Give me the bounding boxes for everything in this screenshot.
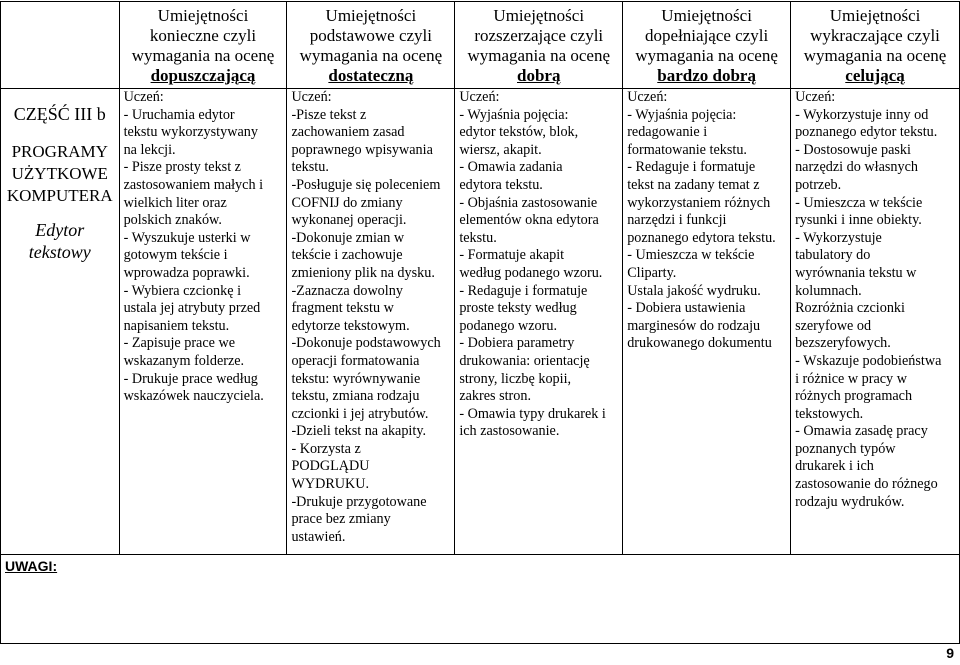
notes-row	[1, 555, 960, 644]
requirement-line: tekstu wykorzystywany	[123, 124, 258, 141]
requirement-line: - Zapisuje prace we	[123, 335, 236, 352]
requirement-line: tekstu: wyrównywanie	[291, 370, 421, 387]
header-cell	[119, 2, 287, 89]
requirement-line: - Pisze prosty tekst z	[123, 159, 241, 176]
notes-cell	[1, 555, 960, 644]
programs-line: UŻYTKOWE	[11, 164, 108, 183]
requirement-line: ustawień.	[291, 528, 346, 545]
header-line: rozszerzające czyli	[474, 26, 604, 45]
page-number: 9	[946, 645, 954, 661]
requirement-line: - Korzysta z	[291, 440, 361, 457]
requirement-line: na lekcji.	[123, 141, 176, 158]
requirement-line: poznanego edytor tekstu.	[795, 124, 938, 141]
header-cell	[791, 2, 960, 89]
requirement-line: wskazanym folderze.	[123, 352, 245, 369]
requirement-line: operacji formatowania	[291, 352, 420, 369]
requirement-line: narzędzi do własnych	[795, 159, 918, 176]
requirement-line: poznanego edytora tekstu.	[627, 229, 776, 246]
section-cell	[1, 89, 120, 555]
requirement-line: wykonanej operacji.	[291, 212, 407, 229]
requirement-line: Cliparty.	[627, 264, 677, 281]
requirement-line: wiersz, akapit.	[459, 141, 542, 158]
requirement-line: zachowaniem zasad	[291, 124, 405, 141]
requirement-line: -Dokonuje podstawowych	[291, 335, 441, 352]
requirement-line: Ustala jakość wydruku.	[627, 282, 761, 299]
requirement-line: - Wyjaśnia pojęcia:	[459, 106, 569, 123]
header-line: Umiejętności	[493, 6, 585, 25]
requirement-line: polskich znaków.	[123, 212, 222, 229]
requirement-line: elementów okna edytora	[459, 212, 599, 229]
header-line: wymagania na ocenę	[467, 46, 611, 65]
requirements-table	[0, 1, 960, 644]
requirement-line: gotowym tekście i	[123, 247, 228, 264]
header-cell	[455, 2, 623, 89]
requirement-line: różnych programach	[795, 388, 913, 405]
header-line: podstawowe czyli	[309, 26, 433, 45]
requirement-line: poznanych typów	[795, 440, 896, 457]
requirement-line: -Pisze tekst z	[291, 106, 367, 123]
header-line: Umiejętności	[661, 6, 752, 25]
requirement-line: zakres stron.	[459, 388, 532, 405]
requirement-line: - Dostosowuje paski	[795, 141, 911, 158]
requirement-line: Rozróżnia czcionki	[795, 300, 905, 317]
requirement-line: wprowadza poprawki.	[123, 264, 250, 281]
topic-line: tekstowy	[28, 242, 91, 262]
student-label: Uczeń:	[627, 89, 668, 105]
requirement-line: - Drukuje prace według	[123, 370, 258, 387]
header-line: dopełniające czyli	[645, 26, 769, 45]
student-label: Uczeń:	[795, 89, 836, 105]
requirement-line: - Omawia zasadę pracy	[795, 423, 928, 440]
student-label: Uczeń:	[123, 89, 164, 105]
requirement-line: i różnice w pracy w	[795, 370, 907, 387]
requirement-line: formatowanie tekstu.	[627, 141, 747, 158]
requirement-line: - Dobiera parametry	[459, 335, 575, 352]
requirement-line: - Wyszukuje usterki w	[123, 229, 251, 246]
content-row	[1, 89, 960, 555]
requirement-line: -Dzieli tekst na akapity.	[291, 423, 427, 440]
requirements-cell	[623, 89, 791, 555]
requirement-line: - Dobiera ustawienia	[627, 300, 746, 317]
requirement-line: - Wykorzystuje inny od	[795, 106, 929, 123]
requirement-line: zastosowaniem małych i	[123, 176, 264, 193]
requirement-line: zastosowanie do różnego	[795, 476, 938, 493]
requirement-line: -Posługuje się poleceniem	[291, 176, 441, 193]
requirement-line: ustala jej atrybuty przed	[123, 300, 261, 317]
header-line: Umiejętności	[157, 6, 249, 25]
requirement-line: drukowania: orientację	[459, 352, 590, 369]
corner-cell	[1, 2, 120, 89]
header-line: konieczne czyli	[149, 26, 257, 45]
requirement-line: tekście i zachowuje	[291, 247, 403, 264]
header-cell	[287, 2, 455, 89]
header-line: Umiejętności	[325, 6, 417, 25]
header-line: Umiejętności	[829, 6, 921, 25]
requirement-line: - Omawia typy drukarek i	[459, 405, 606, 422]
header-line: wymagania na ocenę	[131, 46, 275, 65]
header-line: wymagania na ocenę	[803, 46, 947, 65]
requirement-line: - Umieszcza w tekście	[627, 247, 755, 264]
requirement-line: tekstu.	[291, 159, 329, 176]
requirement-line: wyrównania tekstu w	[795, 264, 917, 281]
requirement-line: ich zastosowanie.	[459, 423, 560, 440]
requirement-line: wskazówek nauczyciela.	[123, 388, 264, 405]
programs-line: PROGRAMY	[11, 142, 108, 161]
requirements-cell	[455, 89, 623, 555]
requirement-line: edytora tekstu.	[459, 176, 543, 193]
header-grade: dobrą	[517, 66, 561, 85]
requirement-line: rodzaju wydruków.	[795, 493, 905, 510]
header-grade: bardzo dobrą	[657, 66, 756, 85]
requirement-line: - Formatuje akapit	[459, 247, 565, 264]
requirement-line: - Uruchamia edytor	[123, 106, 235, 123]
header-line: wykraczające czyli	[810, 26, 940, 45]
requirement-line: fragment tekstu w	[291, 300, 394, 317]
requirement-line: wielkich liter oraz	[123, 194, 227, 211]
requirement-line: COFNIJ do zmiany	[291, 194, 403, 211]
requirement-line: tekstu, zmiana rodzaju	[291, 388, 420, 405]
requirement-line: strony, liczbę kopii,	[459, 370, 572, 387]
requirement-line: tekst na zadany temat z	[627, 176, 760, 193]
section-part-label: CZĘŚĆ III b	[13, 104, 106, 124]
requirement-line: drukowanego dokumentu	[627, 335, 772, 352]
requirement-line: - Omawia zadania	[459, 159, 563, 176]
requirement-line: narzędzi i funkcji	[627, 212, 727, 229]
requirement-line: - Redaguje i formatuje	[459, 282, 588, 299]
header-grade: dopuszczającą	[150, 66, 256, 85]
requirement-line: - Wykorzystuje	[795, 229, 882, 246]
header-grade: celującą	[845, 66, 905, 85]
requirement-line: - Wybiera czcionkę i	[123, 282, 242, 299]
requirement-line: tabulatory do	[795, 247, 871, 264]
requirement-line: podanego wzoru.	[459, 317, 558, 334]
requirement-line: - Wyjaśnia pojęcia:	[627, 106, 737, 123]
requirement-line: WYDRUKU.	[291, 476, 370, 493]
requirement-line: edytorze tekstowym.	[291, 317, 410, 334]
student-label: Uczeń:	[459, 89, 500, 105]
section-programs-label	[5, 141, 115, 207]
requirement-line: - Umieszcza w tekście	[795, 194, 923, 211]
notes-label: UWAGI:	[5, 558, 58, 574]
requirement-line: edytor tekstów, blok,	[459, 124, 579, 141]
requirement-line: czcionki i jej atrybutów.	[291, 405, 429, 422]
header-grade: dostateczną	[328, 66, 414, 85]
requirement-line: zmieniony plik na dysku.	[291, 264, 435, 281]
requirement-line: PODGLĄDU	[291, 458, 370, 475]
requirement-line: rysunki i inne obiekty.	[795, 212, 922, 229]
requirement-line: - Redaguje i formatuje	[627, 159, 756, 176]
requirement-line: drukarek i ich	[795, 458, 874, 475]
requirement-line: wykorzystaniem różnych	[627, 194, 771, 211]
requirement-line: -Dokonuje zmian w	[291, 229, 405, 246]
requirement-line: szeryfowe od	[795, 317, 872, 334]
header-line: wymagania na ocenę	[299, 46, 443, 65]
requirements-cell	[287, 89, 455, 555]
requirements-cell	[119, 89, 287, 555]
programs-line: KOMPUTERA	[6, 186, 113, 205]
requirement-line: - Wskazuje podobieństwa	[795, 352, 942, 369]
requirement-line: kolumnach.	[795, 282, 862, 299]
requirement-line: tekstu.	[459, 229, 497, 246]
requirement-line: marginesów do rodzaju	[627, 317, 761, 334]
requirement-line: potrzeb.	[795, 176, 842, 193]
student-label: Uczeń:	[291, 89, 332, 105]
requirement-line: napisaniem tekstu.	[123, 317, 230, 334]
requirement-line: -Zaznacza dowolny	[291, 282, 403, 299]
requirement-line: według podanego wzoru.	[459, 264, 603, 281]
requirement-line: bezszeryfowych.	[795, 335, 891, 352]
requirements-cell	[791, 89, 960, 555]
requirement-line: poprawnego wpisywania	[291, 141, 433, 158]
requirement-line: prace bez zmiany	[291, 511, 391, 528]
requirement-line: - Objaśnia zastosowanie	[459, 194, 598, 211]
requirement-line: tekstowych.	[795, 405, 864, 422]
header-row	[1, 2, 960, 89]
header-cell	[623, 2, 791, 89]
requirement-line: -Drukuje przygotowane	[291, 493, 427, 510]
requirement-line: proste teksty według	[459, 300, 577, 317]
topic-line: Edytor	[35, 220, 85, 240]
header-line: wymagania na ocenę	[635, 46, 778, 65]
section-topic-label	[5, 219, 115, 263]
requirement-line: redagowanie i	[627, 124, 708, 141]
